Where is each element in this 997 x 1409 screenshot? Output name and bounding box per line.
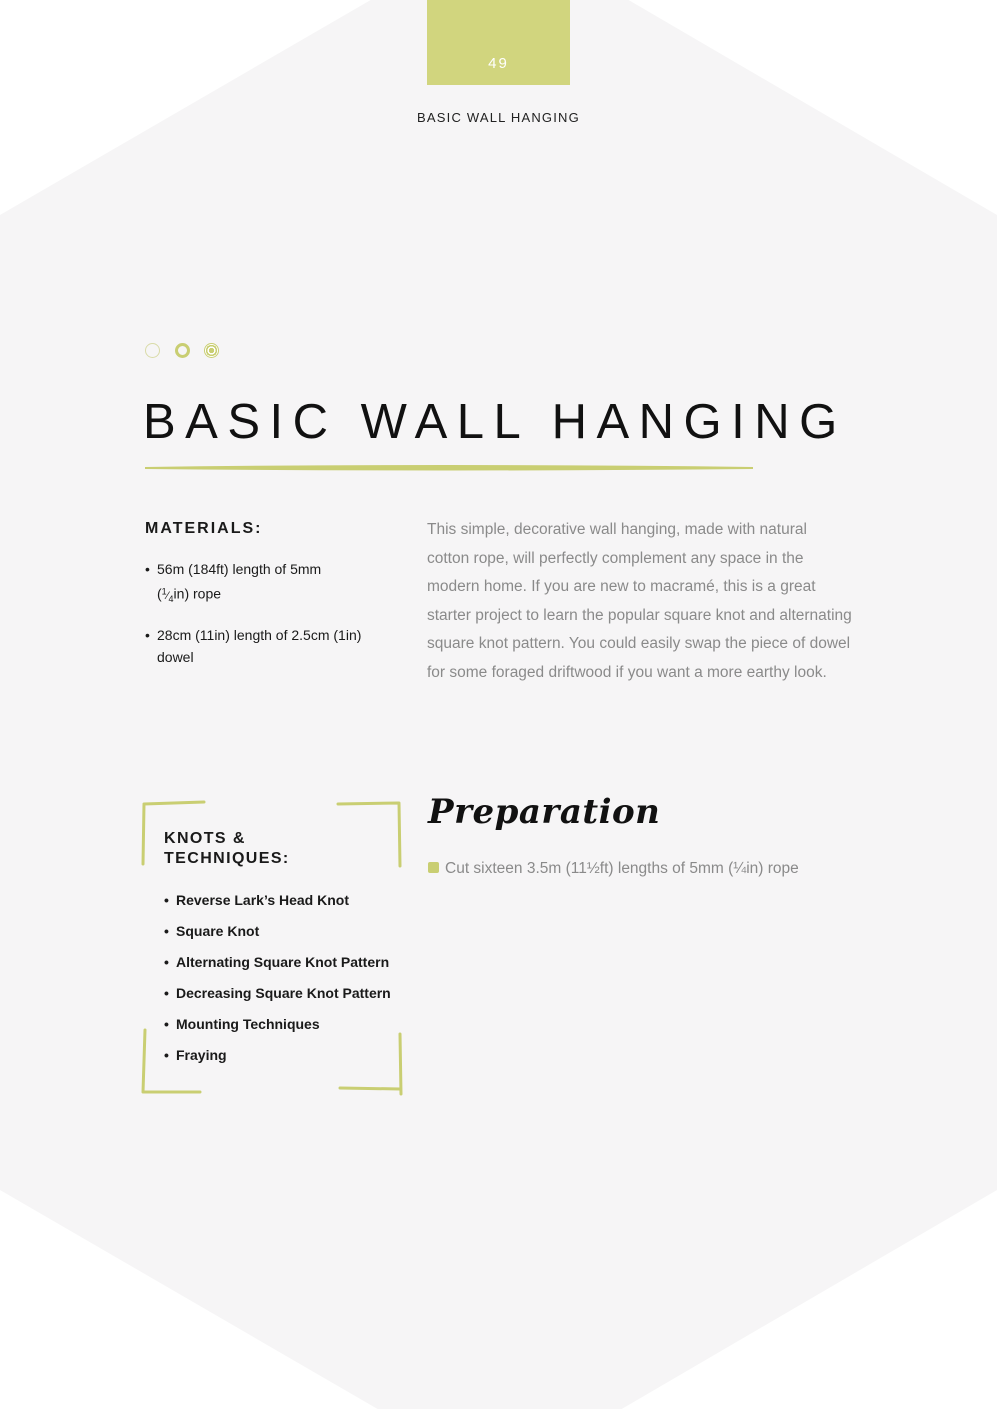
step-text: Cut sixteen 3.5m (11½ft) lengths of 5mm (¼in) rope — [445, 860, 799, 877]
page-title: BASIC WALL HANGING — [143, 395, 847, 449]
materials-list — [145, 558, 385, 682]
page-number-tab — [427, 0, 570, 85]
running-header: BASIC WALL HANGING — [417, 110, 580, 125]
page-number: 49 — [488, 55, 509, 72]
list-item: • Square Knot — [164, 921, 391, 941]
list-item: • Alternating Square Knot Pattern — [164, 952, 391, 972]
circle-ring-icon — [175, 343, 190, 358]
list-item: • Mounting Techniques — [164, 1014, 391, 1034]
preparation-heading: Preparation — [428, 792, 661, 832]
knots-heading: KNOTS & TECHNIQUES: — [164, 830, 290, 867]
materials-heading: MATERIALS: — [145, 520, 263, 537]
preparation-step — [428, 858, 868, 880]
list-item: • 28cm (11in) length of 2.5cm (1in) dowel — [145, 624, 385, 668]
intro-paragraph: This simple, decorative wall hanging, made with natural cotton rope, will perfectly complement any space in the modern home. If you are new to macramé, this is a great starter project to learn the popular square knot and alternating square knot pattern. You could easily swap the piece of dowel for some foraged driftwood if you want a more earthy look. — [427, 521, 852, 681]
material-text: 56m (184ft) length of 5mm — [157, 561, 322, 577]
knots-list — [164, 890, 391, 1076]
circle-spiral-icon — [204, 343, 219, 358]
step-bullet-icon — [428, 862, 439, 873]
list-item: • Decreasing Square Knot Pattern — [164, 983, 391, 1003]
fraction: $^1⁄_4$ — [161, 586, 174, 604]
list-item: • 56m (184ft) length of 5mm $(^1⁄_4in)$ rope — [145, 558, 385, 610]
material-text: in) rope — [173, 585, 222, 602]
title-underline — [143, 462, 755, 474]
circle-outline-icon — [145, 343, 160, 358]
list-item: • Fraying — [164, 1045, 391, 1065]
list-item: • Reverse Lark’s Head Knot — [164, 890, 391, 910]
